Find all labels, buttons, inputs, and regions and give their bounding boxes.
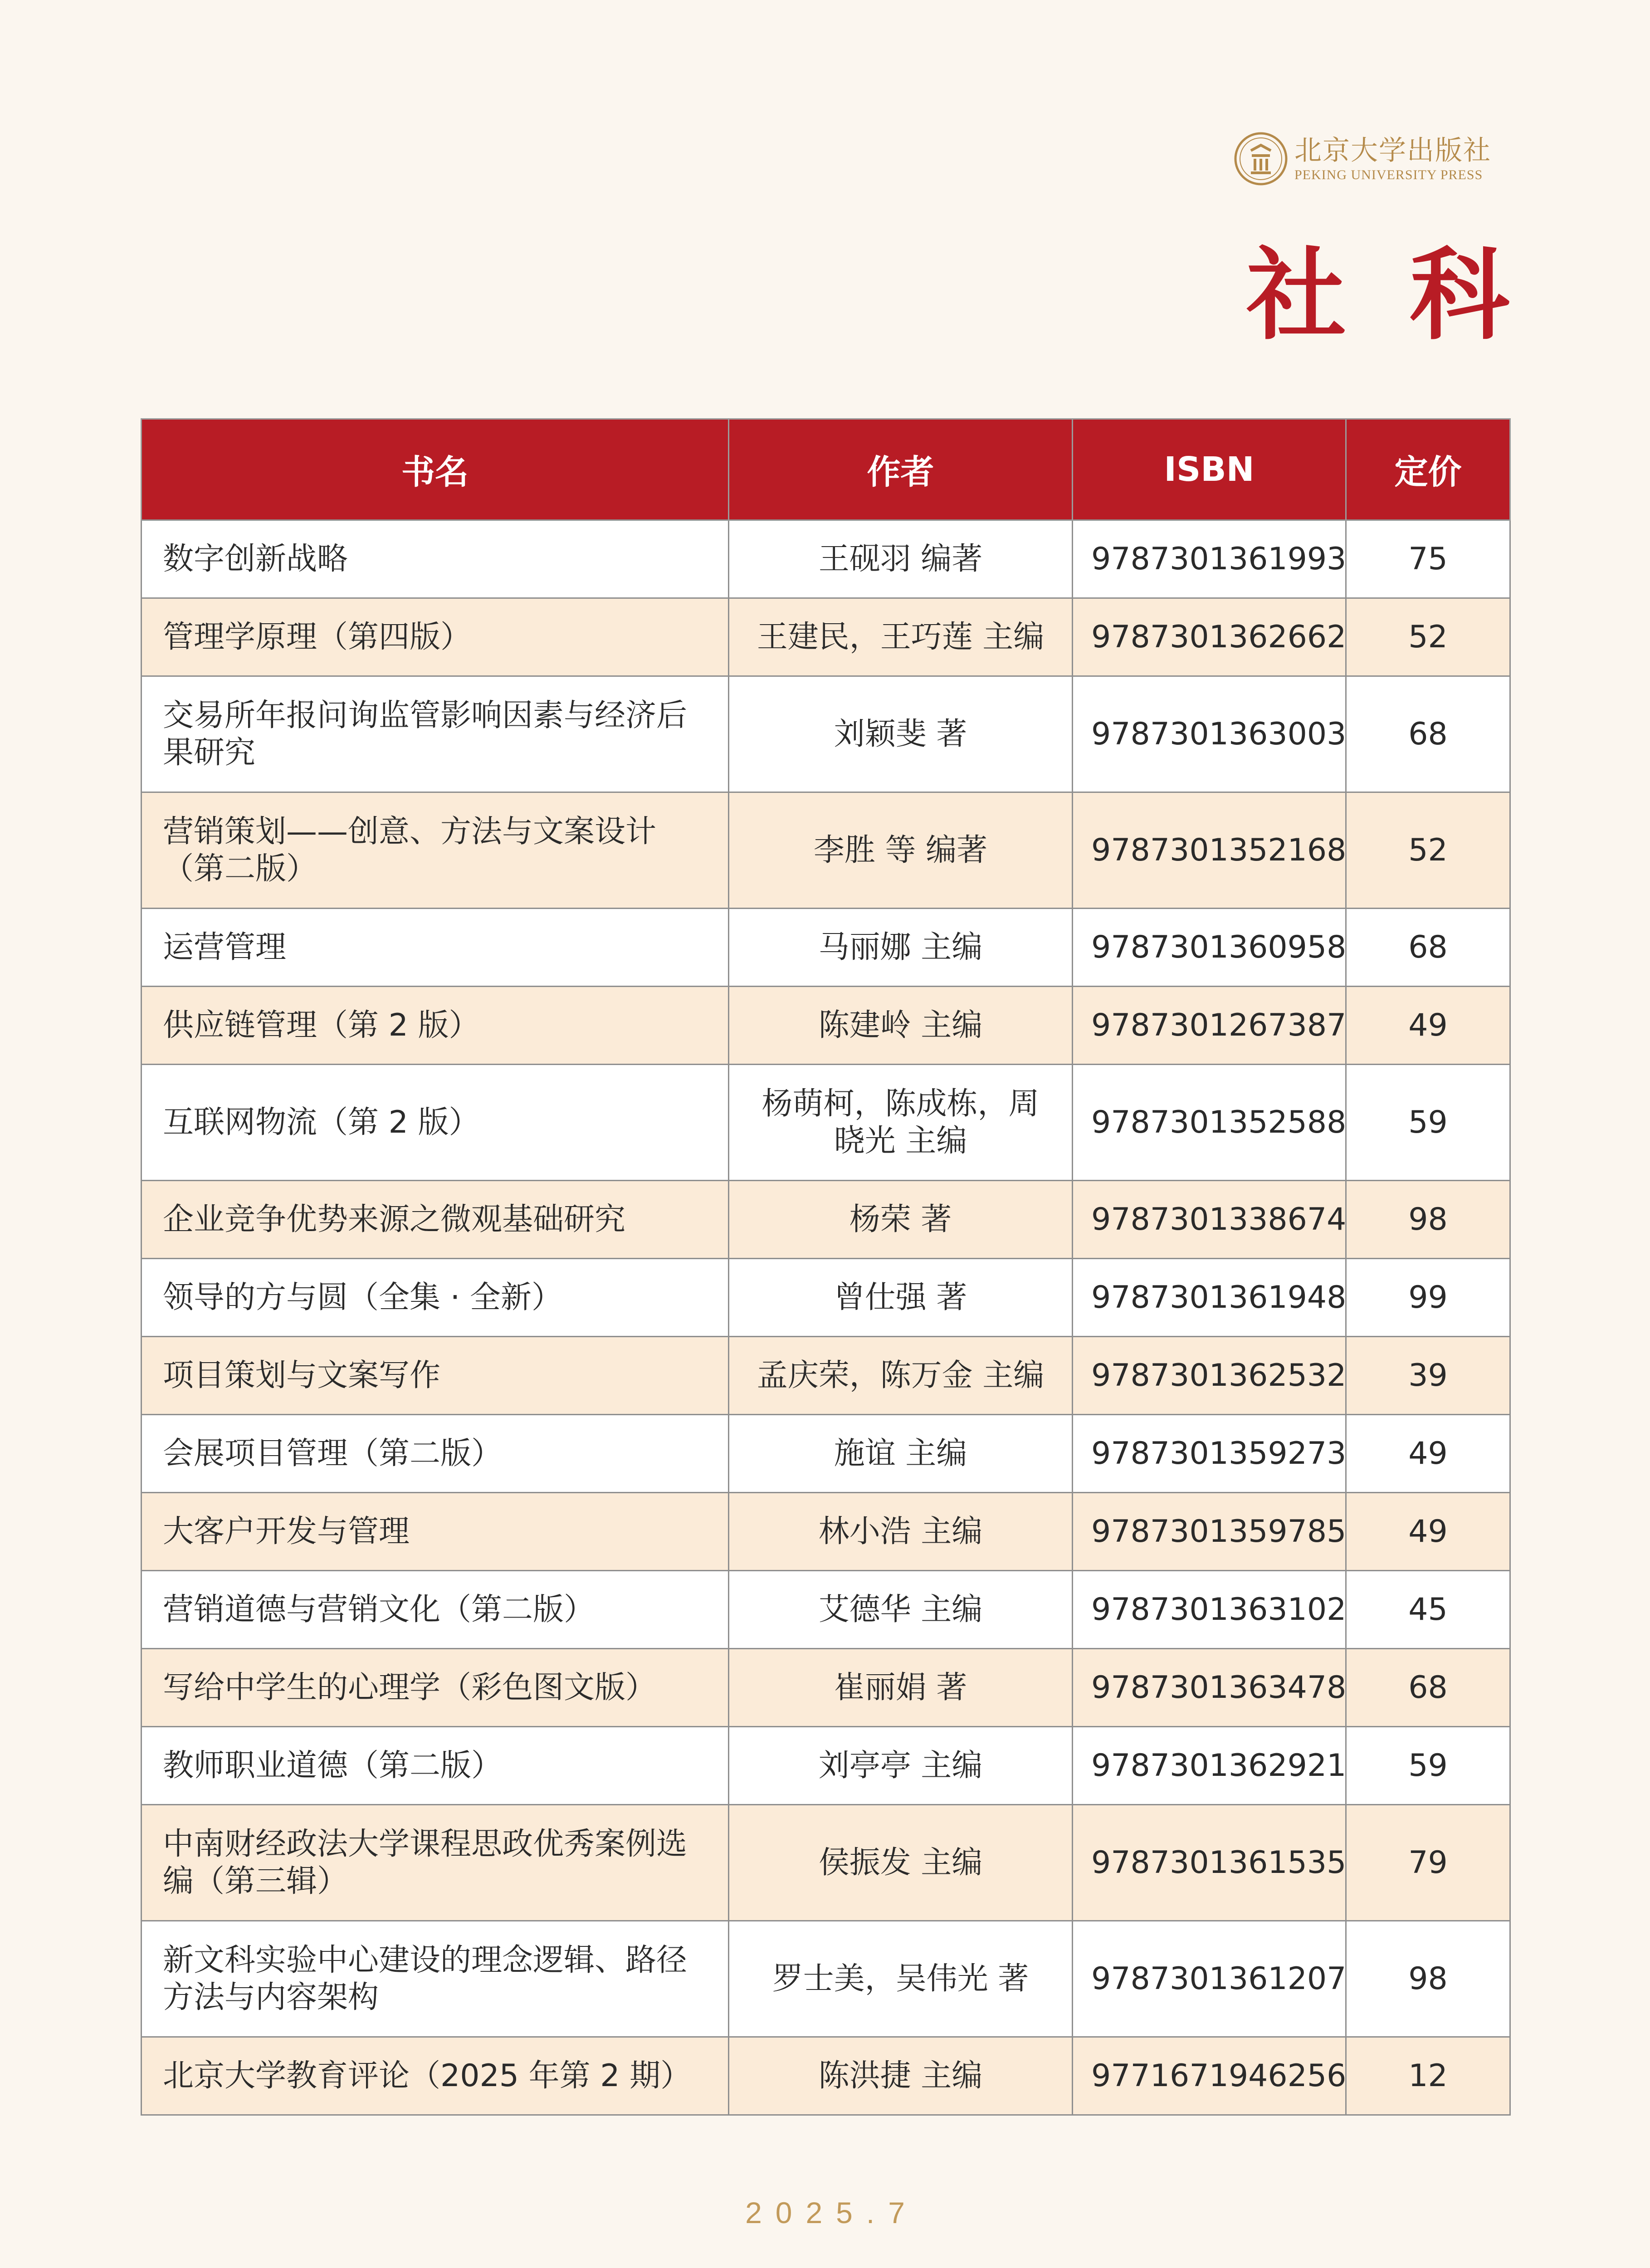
book-title: 会展项目管理（第二版） — [142, 1415, 729, 1493]
book-title: 新文科实验中心建设的理念逻辑、路径方法与内容架构 — [142, 1921, 729, 2037]
book-title: 供应链管理（第 2 版） — [142, 987, 729, 1065]
book-isbn: 9787301361948 — [1073, 1259, 1346, 1337]
table-header-row — [142, 419, 1510, 520]
book-price: 52 — [1346, 598, 1510, 676]
book-title: 营销道德与营销文化（第二版） — [142, 1571, 729, 1649]
book-isbn: 9771671946256 — [1073, 2037, 1346, 2115]
book-author: 陈建岭 主编 — [729, 987, 1073, 1065]
book-title: 数字创新战略 — [142, 520, 729, 598]
page-title: 社科 — [1246, 236, 1573, 353]
book-author: 杨萌柯，陈成栋，周晓光 主编 — [729, 1065, 1073, 1181]
book-price: 68 — [1346, 909, 1510, 987]
table-row — [142, 2037, 1510, 2115]
table-row — [142, 1415, 1510, 1493]
book-title: 北京大学教育评论（2025 年第 2 期） — [142, 2037, 729, 2115]
book-isbn: 9787301360958 — [1073, 909, 1346, 987]
book-author: 马丽娜 主编 — [729, 909, 1073, 987]
book-price: 39 — [1346, 1337, 1510, 1415]
publisher-name-en: PEKING UNIVERSITY PRESS — [1294, 167, 1483, 182]
book-price: 98 — [1346, 1181, 1510, 1259]
book-price: 59 — [1346, 1727, 1510, 1805]
header-title: 书名 — [142, 419, 729, 520]
book-price: 59 — [1346, 1065, 1510, 1181]
book-isbn: 9787301361993 — [1073, 520, 1346, 598]
book-author: 王砚羽 编著 — [729, 520, 1073, 598]
book-isbn: 9787301363102 — [1073, 1571, 1346, 1649]
table-row — [142, 520, 1510, 598]
book-title: 教师职业道德（第二版） — [142, 1727, 729, 1805]
book-isbn: 9787301352588 — [1073, 1065, 1346, 1181]
table-row — [142, 1259, 1510, 1337]
book-author: 杨荣 著 — [729, 1181, 1073, 1259]
book-author: 林小浩 主编 — [729, 1493, 1073, 1571]
book-title: 大客户开发与管理 — [142, 1493, 729, 1571]
header-author: 作者 — [729, 419, 1073, 520]
book-price: 68 — [1346, 1649, 1510, 1727]
table-row — [142, 909, 1510, 987]
table-row — [142, 1805, 1510, 1921]
book-title: 运营管理 — [142, 909, 729, 987]
book-table — [141, 418, 1511, 2116]
book-isbn: 9787301362532 — [1073, 1337, 1346, 1415]
book-price: 75 — [1346, 520, 1510, 598]
book-author: 王建民，王巧莲 主编 — [729, 598, 1073, 676]
book-author: 侯振发 主编 — [729, 1805, 1073, 1921]
book-price: 49 — [1346, 987, 1510, 1065]
table-row — [142, 1493, 1510, 1571]
book-isbn: 9787301359273 — [1073, 1415, 1346, 1493]
book-price: 68 — [1346, 676, 1510, 792]
book-title: 中南财经政法大学课程思政优秀案例选编（第三辑） — [142, 1805, 729, 1921]
book-author: 艾德华 主编 — [729, 1571, 1073, 1649]
book-title: 写给中学生的心理学（彩色图文版） — [142, 1649, 729, 1727]
book-author: 罗士美，吴伟光 著 — [729, 1921, 1073, 2037]
book-author: 刘颖斐 著 — [729, 676, 1073, 792]
table-row — [142, 792, 1510, 909]
book-isbn: 9787301362921 — [1073, 1727, 1346, 1805]
table-row — [142, 1649, 1510, 1727]
book-isbn: 9787301362662 — [1073, 598, 1346, 676]
book-price: 52 — [1346, 792, 1510, 909]
book-isbn: 9787301361535 — [1073, 1805, 1346, 1921]
book-price: 79 — [1346, 1805, 1510, 1921]
book-title: 企业竞争优势来源之微观基础研究 — [142, 1181, 729, 1259]
book-author: 刘亭亭 主编 — [729, 1727, 1073, 1805]
table-row — [142, 1065, 1510, 1181]
book-title: 领导的方与圆（全集 · 全新） — [142, 1259, 729, 1337]
book-price: 12 — [1346, 2037, 1510, 2115]
book-title: 管理学原理（第四版） — [142, 598, 729, 676]
header-price: 定价 — [1346, 419, 1510, 520]
book-isbn: 9787301361207 — [1073, 1921, 1346, 2037]
peking-university-emblem-icon — [1234, 132, 1288, 186]
book-price: 99 — [1346, 1259, 1510, 1337]
table-row — [142, 598, 1510, 676]
table-row — [142, 676, 1510, 792]
book-title: 营销策划——创意、方法与文案设计（第二版） — [142, 792, 729, 909]
book-isbn: 9787301267387 — [1073, 987, 1346, 1065]
table-row — [142, 1727, 1510, 1805]
publisher-logo — [1234, 129, 1515, 188]
table-row — [142, 987, 1510, 1065]
book-price: 98 — [1346, 1921, 1510, 2037]
book-author: 孟庆荣，陈万金 主编 — [729, 1337, 1073, 1415]
book-author: 施谊 主编 — [729, 1415, 1073, 1493]
table-row — [142, 1921, 1510, 2037]
book-isbn: 9787301352168 — [1073, 792, 1346, 909]
table-row — [142, 1571, 1510, 1649]
book-price: 45 — [1346, 1571, 1510, 1649]
book-price: 49 — [1346, 1415, 1510, 1493]
book-isbn: 9787301363003 — [1073, 676, 1346, 792]
publisher-name-cn: 北京大学出版社 — [1294, 135, 1491, 166]
book-author: 崔丽娟 著 — [729, 1649, 1073, 1727]
issue-date: 2025.7 — [745, 2196, 918, 2229]
book-author: 李胜 等 编著 — [729, 792, 1073, 909]
book-author: 陈洪捷 主编 — [729, 2037, 1073, 2115]
book-title: 项目策划与文案写作 — [142, 1337, 729, 1415]
book-title: 交易所年报问询监管影响因素与经济后果研究 — [142, 676, 729, 792]
book-title: 互联网物流（第 2 版） — [142, 1065, 729, 1181]
book-price: 49 — [1346, 1493, 1510, 1571]
book-isbn: 9787301359785 — [1073, 1493, 1346, 1571]
header-isbn: ISBN — [1073, 419, 1346, 520]
table-row — [142, 1337, 1510, 1415]
book-author: 曾仕强 著 — [729, 1259, 1073, 1337]
table-row — [142, 1181, 1510, 1259]
book-isbn: 9787301338674 — [1073, 1181, 1346, 1259]
book-isbn: 9787301363478 — [1073, 1649, 1346, 1727]
